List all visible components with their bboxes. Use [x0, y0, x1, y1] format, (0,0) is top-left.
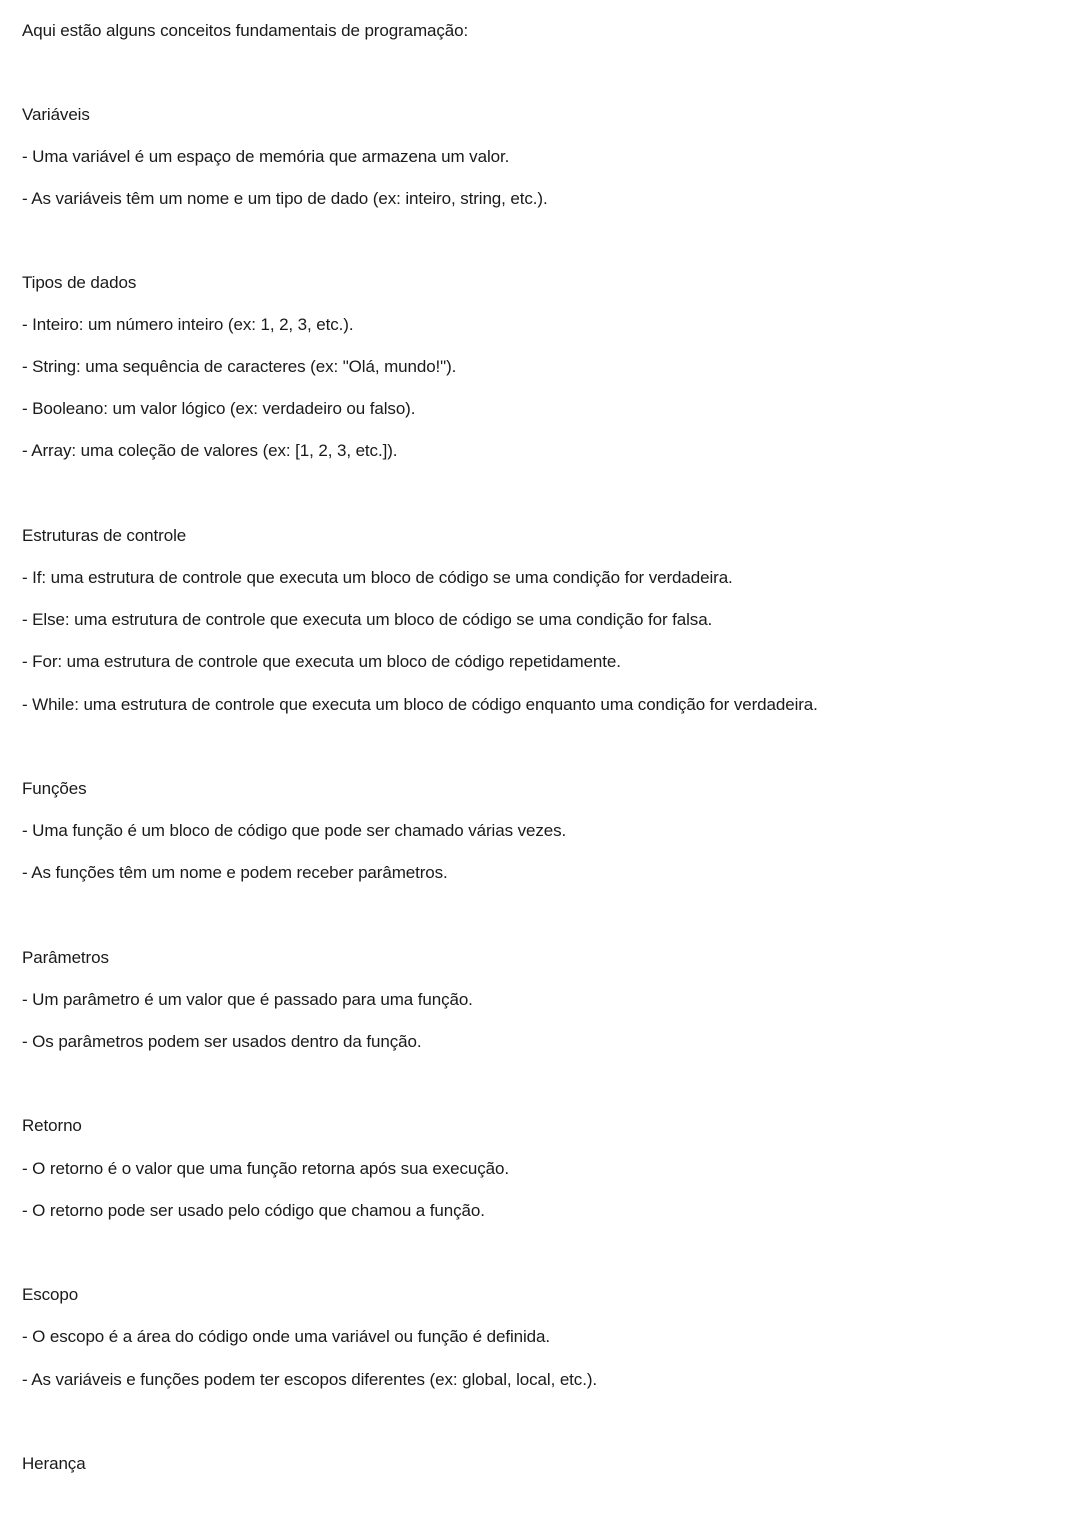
list-item: - String: uma sequência de caracteres (ex: "Olá, mundo!"). [22, 357, 457, 376]
list-item: - O retorno é o valor que uma função retorna após sua execução. [22, 1159, 509, 1178]
list-item: - If: uma estrutura de controle que executa um bloco de código se uma condição for verdadeira. [22, 568, 733, 587]
list-item: - Uma variável é um espaço de memória que armazena um valor. [22, 147, 510, 166]
section-heading-funcoes: Funções [22, 779, 87, 798]
list-item: - Else: uma estrutura de controle que executa um bloco de código se uma condição for falsa. [22, 610, 713, 629]
list-item: - As variáveis e funções podem ter escopos diferentes (ex: global, local, etc.). [22, 1370, 598, 1389]
intro-text: Aqui estão alguns conceitos fundamentais de programação: [22, 21, 469, 40]
list-item: - As funções têm um nome e podem receber parâmetros. [22, 863, 448, 882]
list-item: - Uma função é um bloco de código que pode ser chamado várias vezes. [22, 821, 567, 840]
list-item: - As variáveis têm um nome e um tipo de dado (ex: inteiro, string, etc.). [22, 189, 548, 208]
list-item: - Array: uma coleção de valores (ex: [1, 2, 3, etc.]). [22, 441, 398, 460]
section-heading-tipos-de-dados: Tipos de dados [22, 273, 137, 292]
section-heading-variaveis: Variáveis [22, 105, 90, 124]
list-item: - Os parâmetros podem ser usados dentro da função. [22, 1032, 422, 1051]
list-item: - For: uma estrutura de controle que executa um bloco de código repetidamente. [22, 652, 621, 671]
section-heading-estruturas-de-controle: Estruturas de controle [22, 526, 187, 545]
list-item: - O escopo é a área do código onde uma variável ou função é definida. [22, 1327, 551, 1346]
section-heading-heranca: Herança [22, 1454, 86, 1473]
list-item: - Booleano: um valor lógico (ex: verdadeiro ou falso). [22, 399, 416, 418]
section-heading-parametros: Parâmetros [22, 948, 109, 967]
list-item: - O retorno pode ser usado pelo código que chamou a função. [22, 1201, 485, 1220]
list-item: - Um parâmetro é um valor que é passado para uma função. [22, 990, 473, 1009]
section-heading-escopo: Escopo [22, 1285, 79, 1304]
list-item: - While: uma estrutura de controle que executa um bloco de código enquanto uma condição for verdadeira. [22, 695, 818, 714]
section-heading-retorno: Retorno [22, 1116, 82, 1135]
list-item: - Inteiro: um número inteiro (ex: 1, 2, 3, etc.). [22, 315, 354, 334]
